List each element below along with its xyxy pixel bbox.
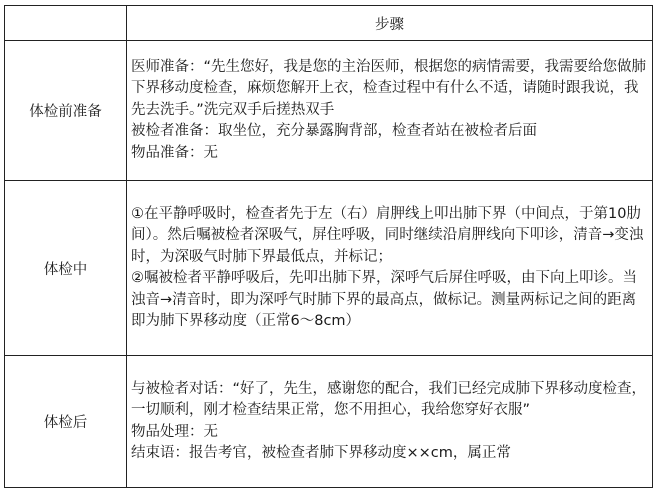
step-line: 与被检者对话：“好了，先生，感谢您的配合，我们已经完成肺下界移动度检查，一切顺利，刚才检查结果正常，您不用担心，我给您穿好衣服” xyxy=(131,380,647,418)
phase-cell: 体检前准备 xyxy=(5,41,127,181)
step-line: 结束语：报告考官，被检查者肺下界移动度××cm，属正常 xyxy=(131,445,511,461)
header-steps-cell: 步骤 xyxy=(127,6,653,41)
step-line: 被检者准备：取坐位，充分暴露胸背部，检查者站在被检者后面 xyxy=(131,123,537,140)
step-line: 医师准备：“先生您好，我是您的主治医师，根据您的病情需要，我需要给您做肺下界移动度检查，麻烦您解开上衣，检查过程中有什么不适，请随时跟我说，我先去洗手。”洗完双手后搓热双手 xyxy=(131,58,647,118)
header-row xyxy=(5,6,653,41)
header-phase-cell xyxy=(5,6,127,41)
phase-cell: 体检中 xyxy=(5,181,127,356)
step-line: ①在平静呼吸时，检查者先于左（右）肩胛线上叩出肺下界（中间点，于第10肋间）。然后嘱被检者深吸气，屏住呼吸，同时继续沿肩胛线向下叩诊，清音→变浊时，为深吸气时肺下界最低点，并标记； xyxy=(131,205,644,265)
step-line: 物品准备：无 xyxy=(131,144,218,161)
steps-cell xyxy=(127,356,653,488)
step-line: ②嘱被检者平静呼吸后，先叩出肺下界，深呼气后屏住呼吸，由下向上叩诊。当浊音→清音时，即为深呼气时肺下界的最高点，做标记。测量两标记之间的距离即为肺下界移动度（正常6～8cm） xyxy=(131,270,637,329)
table-row-post-exam xyxy=(5,356,653,488)
table-row-during-exam xyxy=(5,181,653,356)
steps-cell xyxy=(127,181,653,356)
steps-cell xyxy=(127,41,653,181)
procedure-table xyxy=(4,5,653,488)
step-line: 物品处理：无 xyxy=(131,423,218,440)
phase-cell: 体检后 xyxy=(5,356,127,488)
table-row-pre-exam xyxy=(5,41,653,181)
